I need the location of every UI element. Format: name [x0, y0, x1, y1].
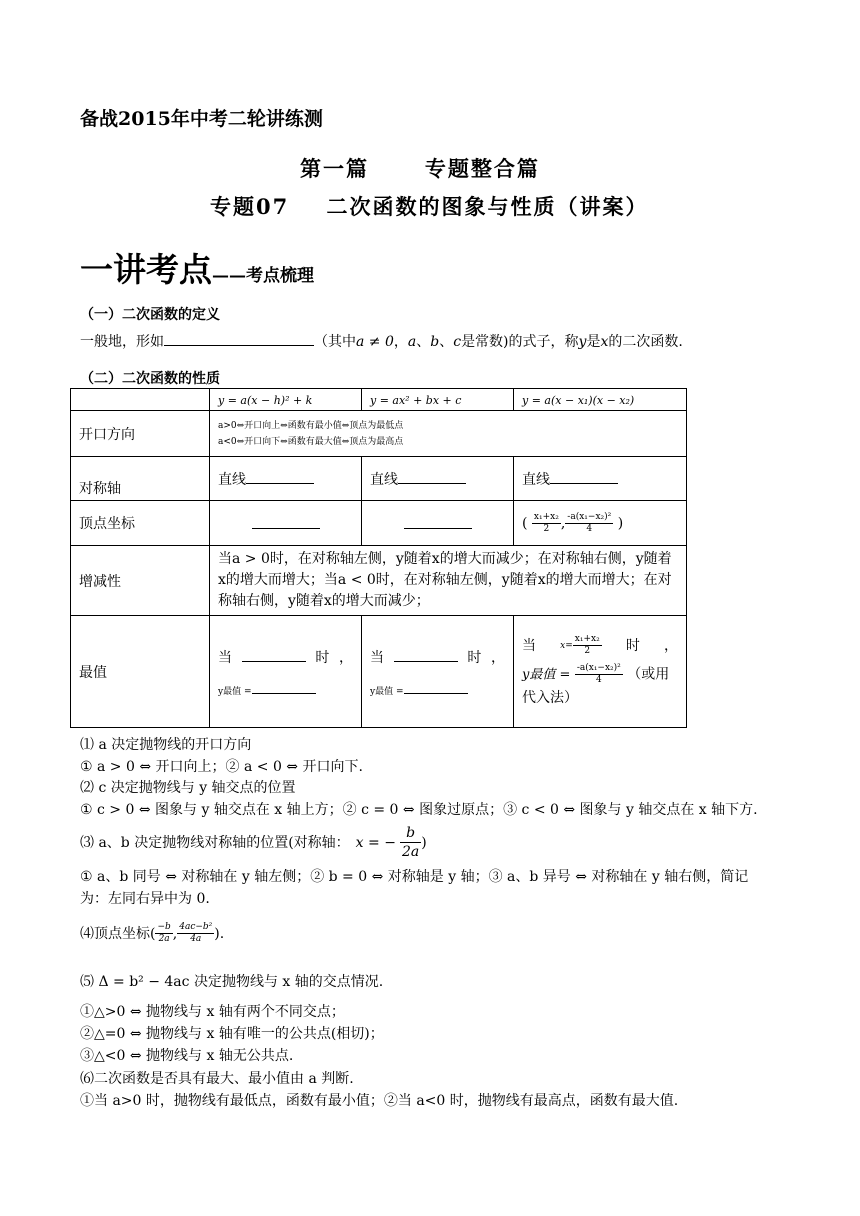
opening-line-2: a<0⇔开口向下⇔函数有最大值⇔顶点为最高点	[218, 436, 404, 447]
note-5-line-3: ③△<0 ⇔ 抛物线与 x 轴无公共点.	[80, 1048, 294, 1064]
extreme-comma: ，	[338, 649, 353, 666]
note-4-close: ).	[214, 925, 225, 942]
table-row-vertex	[71, 501, 687, 546]
frac-num: b	[400, 824, 421, 843]
frac-num: −b	[157, 922, 171, 932]
opening-cell	[210, 411, 687, 457]
extreme-blank	[242, 647, 306, 662]
note-5-title: ⑸ Δ = b² − 4ac 决定抛物线与 x 轴的交点情况.	[80, 974, 384, 990]
extreme3-time: 时	[625, 637, 640, 654]
vertex-cell-2	[362, 501, 514, 546]
vertex-paren: )	[617, 515, 624, 531]
def-part: a	[407, 334, 417, 350]
note-3-body-1: ① a、b 同号 ⇔ 对称轴在 y 轴左侧；② b = 0 ⇔ 对称轴是 y 轴；③ a、b 异号 ⇔ 对称轴在 y 轴右侧，简记	[80, 869, 749, 885]
note-2-title: ⑵ c 决定抛物线与 y 轴交点的位置	[80, 780, 296, 796]
extreme-when: 当	[218, 649, 232, 666]
frac-den: 4	[595, 675, 602, 686]
table-row-axis	[71, 457, 687, 501]
vertex-blank	[404, 514, 472, 529]
axis-text: 直线	[218, 471, 246, 488]
definition-text	[80, 331, 683, 352]
vertex-fraction-x	[532, 512, 561, 535]
col-vertex-form	[210, 389, 362, 411]
def-part: x	[600, 334, 609, 350]
frac-num: x₁+x₂	[574, 634, 600, 645]
row-label-axis: 对称轴	[71, 457, 210, 501]
frac-num: 4ac−b²	[179, 922, 213, 932]
extreme-when: 当	[370, 649, 384, 666]
monotonicity-cell: 当a > 0时，在对称轴左侧，y随着x的增大而减少；在对称轴右侧，y随着x的增大而增大；当a < 0时，在对称轴左侧，y随着x的增大而增大；在对称轴右侧，y随着x的增大而减少；	[210, 546, 687, 616]
row-label-vertex: 顶点坐标	[71, 501, 210, 546]
axis-blank	[550, 469, 618, 484]
lecture-main: 一讲考点	[80, 250, 212, 289]
table-header-row	[71, 389, 687, 411]
extreme-time: 时	[467, 649, 482, 666]
extreme-time: 时	[315, 649, 330, 666]
def-part: b	[430, 334, 440, 350]
topic-title: 专题07 二次函数的图象与性质（讲案）	[210, 194, 649, 219]
extreme3-comma: ，	[663, 637, 678, 654]
frac-num: -a(x₁−x₂)²	[576, 663, 621, 674]
col-general-form	[362, 389, 514, 411]
table-row-extreme	[71, 616, 687, 728]
extreme3-y-line	[522, 663, 678, 709]
frac-num: -a(x₁−x₂)²	[567, 511, 612, 522]
def-part: c	[453, 334, 462, 350]
properties-heading: （二）二次函数的性质	[80, 371, 220, 387]
note-4-comma: ,	[172, 925, 178, 942]
table-corner-cell	[71, 389, 210, 411]
def-part: 一般地，形如	[80, 334, 164, 350]
note-3-close: )	[421, 834, 427, 851]
extreme-cell-1	[210, 616, 362, 728]
formula-vertex-form: y = a(x − h)² + k	[218, 393, 313, 407]
col-intercept-form	[514, 389, 687, 411]
extreme3-x	[560, 634, 602, 657]
def-part: y	[578, 334, 587, 350]
def-part: 、	[416, 334, 431, 350]
frac-den: 4	[586, 523, 593, 534]
vertex-paren: (	[522, 515, 528, 531]
extreme-comma: ，	[490, 649, 505, 666]
note-1-body: ① a > 0 ⇔ 开口向上；② a < 0 ⇔ 开口向下.	[80, 759, 363, 775]
formula-intercept-form: y = a(x − x₁)(x − x₂)	[522, 393, 635, 407]
axis-cell-3	[514, 457, 687, 501]
note-5-line-2: ②△=0 ⇔ 抛物线与 x 轴有唯一的公共点(相切)；	[80, 1026, 384, 1042]
axis-blank	[246, 469, 314, 484]
frac-den: 4a	[190, 934, 202, 944]
note-3-x: x = −	[355, 834, 396, 851]
formula-general-form: y = ax² + bx + c	[370, 393, 462, 407]
axis-blank	[398, 469, 466, 484]
note-3-body-2: 为：左同右异中为 0.	[80, 891, 210, 907]
extreme-y-blank	[252, 683, 316, 694]
def-part: 是	[586, 334, 601, 350]
note-4-line	[80, 922, 224, 945]
vertex-blank	[252, 514, 320, 529]
vertex-cell-3	[514, 501, 687, 546]
table-row-monotonicity	[71, 546, 687, 616]
extreme-y-label: y最值 =	[370, 686, 404, 697]
def-part: 、	[439, 334, 454, 350]
definition-heading: （一）二次函数的定义	[80, 307, 220, 323]
table-row-opening	[71, 411, 687, 457]
extreme3-y-label: y最值 =	[522, 667, 571, 683]
def-part: a ≠ 0	[356, 334, 394, 350]
extreme-when-line	[370, 647, 505, 667]
note-6-body: ①当 a>0 时，抛物线有最低点，函数有最小值；②当 a<0 时，抛物线有最高点，函数有最大值.	[80, 1093, 679, 1109]
extreme3-x-fraction	[573, 634, 602, 657]
frac-num: x₁+x₂	[533, 511, 559, 522]
extreme-cell-2	[362, 616, 514, 728]
note-1-title: ⑴ a 决定抛物线的开口方向	[80, 737, 252, 753]
note-5-line-1: ①△>0 ⇔ 抛物线与 x 轴有两个不同交点；	[80, 1004, 345, 1020]
extreme3-y-fraction	[575, 663, 623, 686]
vertex-fraction-y	[565, 512, 613, 535]
note-4-title: ⑷顶点坐标(	[80, 925, 156, 942]
def-blank	[164, 331, 314, 346]
def-part: 的二次函数.	[608, 334, 683, 350]
extreme3-x-label: x=	[560, 641, 573, 652]
row-label-monotonicity: 增减性	[71, 546, 210, 616]
extreme-when-line	[218, 647, 353, 667]
frac-den: 2	[543, 523, 550, 534]
extreme3-when-line	[522, 634, 678, 657]
prep-title: 备战2015年中考二轮讲练测	[80, 108, 323, 130]
note-3-fraction	[400, 824, 421, 861]
note-4-fraction-y	[177, 922, 214, 945]
note-3-title: ⑶ a、b 决定抛物线对称轴的位置(对称轴：	[80, 834, 350, 851]
extreme-y-label: y最值 =	[218, 686, 252, 697]
extreme-cell-3	[514, 616, 687, 728]
extreme-y-blank	[404, 683, 468, 694]
def-part: 是常数)的式子，称	[461, 334, 579, 350]
extreme-y-line	[370, 683, 505, 697]
frac-den: 2a	[158, 934, 170, 944]
axis-text: 直线	[370, 471, 398, 488]
properties-table	[70, 388, 687, 728]
vertex-cell-1	[210, 501, 362, 546]
row-label-opening: 开口方向	[71, 411, 210, 457]
opening-line-1: a>0⇔开口向上⇔函数有最小值⇔顶点为最低点	[218, 420, 404, 431]
axis-cell-1	[210, 457, 362, 501]
def-part: （其中	[314, 334, 356, 350]
extreme-blank	[394, 647, 458, 662]
row-label-extreme: 最值	[71, 616, 210, 728]
lecture-heading	[80, 244, 314, 291]
note-3-title-line	[80, 824, 427, 861]
axis-text: 直线	[522, 471, 550, 488]
lecture-sub: ——考点梳理	[212, 266, 314, 286]
note-4-fraction-x	[155, 922, 172, 945]
note-6-title: ⑹二次函数是否具有最大、最小值由 a 判断.	[80, 1071, 354, 1087]
part-title: 第一篇 专题整合篇	[300, 156, 540, 181]
def-part: ，	[393, 334, 408, 350]
extreme3-tail: （或用代入法）	[522, 666, 670, 706]
extreme-y-line	[218, 683, 353, 697]
vertex-comma: ,	[560, 515, 566, 531]
axis-cell-2	[362, 457, 514, 501]
frac-den: 2	[584, 646, 591, 657]
frac-den: 2a	[401, 844, 420, 860]
note-2-body: ① c > 0 ⇔ 图象与 y 轴交点在 x 轴上方；② c = 0 ⇔ 图象过原点；③ c < 0 ⇔ 图象与 y 轴交点在 x 轴下方.	[80, 802, 758, 818]
extreme3-when: 当	[522, 637, 536, 654]
